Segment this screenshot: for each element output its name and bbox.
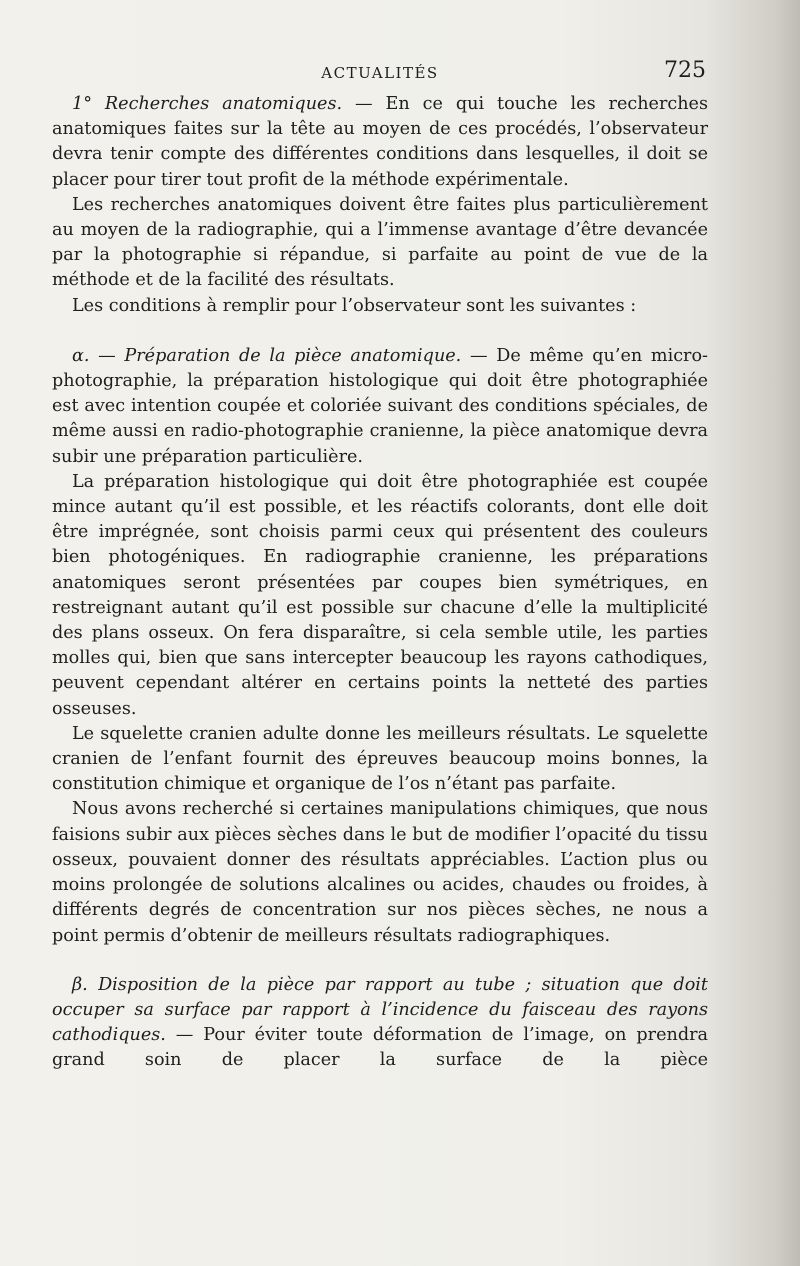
paragraph-text: — De même qu’en micro-photographie, la préparation histologique qui doit être photographiée est avec intention coupée et coloriée suivant des conditions spéciales, de même aussi en radio-photographie cranienne, la pièce anatomique devra subir une préparation particulière. xyxy=(52,345,708,467)
paragraph: Nous avons recherché si certaines manipulations chimiques, que nous faisions subir aux pièces sèches dans le but de modifier l’opacité du tissu osseux, pouvaient donner des résultats appréciables. L’action plus ou moins prolongée de solutions alcalines ou acides, chaudes ou froides, à différents degrés de concentration sur nos pièces sèches, ne nous a point permis d’obtenir de meilleurs résultats radiographiques. xyxy=(52,799,708,946)
paragraph-anatomical-research xyxy=(52,92,708,193)
paragraph: Les recherches anatomiques doivent être faites plus particulièrement au moyen de la radiographie, qui a l’immense avantage d’être devancée par la photographie si répandue, si parfaite au point de vue de la méthode et de la facilité des résultats. xyxy=(52,194,708,291)
section-heading: α. — Préparation de la pièce anatomique. xyxy=(72,345,462,366)
page xyxy=(52,58,708,1074)
page-number: 725 xyxy=(664,58,706,83)
section-heading: 1° Recherches anatomiques. xyxy=(72,94,343,114)
section-heading: β. Disposition de la pièce par rapport au tube ; situation que doit occuper sa surface par rapport à l’incidence du faisceau des rayons cathodiques. xyxy=(52,974,708,1046)
paragraph: Les conditions à remplir pour l’observateur sont les suivantes : xyxy=(72,295,637,316)
paragraph-disposition xyxy=(52,973,708,1074)
paragraph-text: — Pour éviter toute déformation de l’image, on prendra grand soin de placer la surface de la pièce xyxy=(52,1025,708,1071)
paragraph: Le squelette cranien adulte donne les meilleurs résultats. Le squelette cranien de l’enfant fournit des épreuves beaucoup moins bonnes, la constitution chimique et organique de l’os n’étant pas parfaite. xyxy=(52,723,708,795)
paragraph-text: — En ce qui touche les recherches anatomiques faites sur la tête au moyen de ces procédés, l’observateur devra tenir compte des différentes conditions dans lesquelles, il doit se placer pour tirer tout profit de la méthode expérimentale. xyxy=(52,94,708,190)
page-header xyxy=(52,58,708,92)
paragraph: La préparation histologique qui doit être photographiée est coupée mince autant qu’il est possible, et les réactifs colorants, dont elle doit être imprégnée, sont choisis parmi ceux qui présentent des couleurs bien photogéniques. En radiographie cranienne, les préparations anatomiques seront présentées par coupes bien symétriques, en restreignant autant qu’il est possible sur chacune d’elle la multiplicité des plans osseux. On fera disparaître, si cela semble utile, les parties molles qui, bien que sans intercepter beaucoup les rayons cathodiques, peuvent cependant altérer en certains points la netteté des parties osseuses. xyxy=(52,471,708,719)
running-title: ACTUALITÉS xyxy=(321,64,439,82)
paragraph-preparation xyxy=(52,344,708,470)
